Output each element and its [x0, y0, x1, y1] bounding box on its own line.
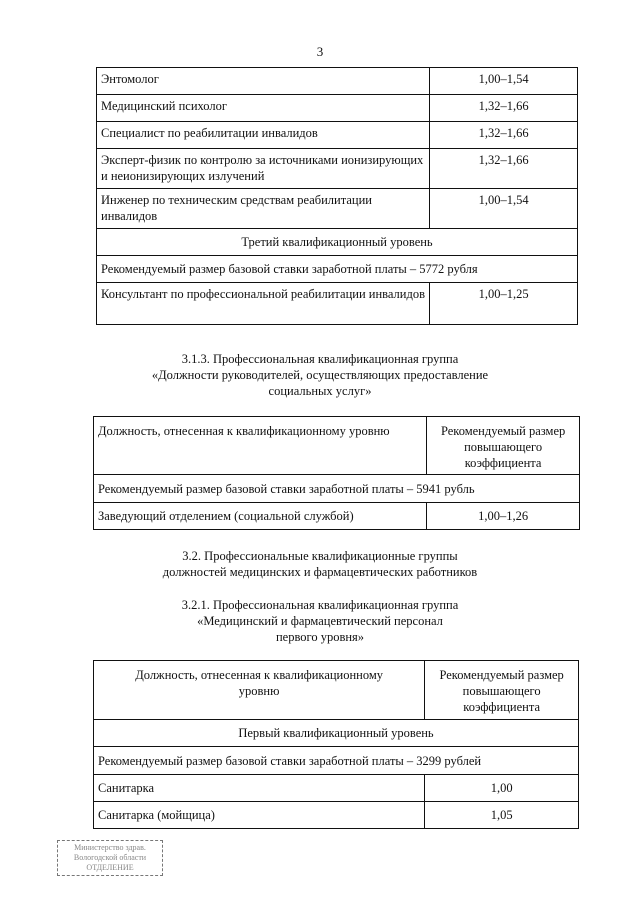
heading-line: первого уровня» [275, 630, 365, 644]
table-row [97, 122, 578, 149]
table-row [97, 256, 578, 283]
stamp-line: Вологодской области [73, 853, 147, 862]
coefficient-cell: 1,00–1,25 [430, 283, 578, 325]
qualification-level-heading: Третий квалификационный уровень [97, 229, 578, 256]
coefficient-cell: 1,32–1,66 [430, 122, 578, 149]
table-row [94, 475, 580, 503]
stamp-line: Министерство здрав. [74, 843, 146, 852]
page-number: 3 [316, 44, 324, 59]
heading-line: «Медицинский и фармацевтический персонал [197, 614, 443, 628]
table-header-row [94, 417, 580, 475]
coefficient-cell: 1,05 [425, 802, 579, 829]
base-rate-row: Рекомендуемый размер базовой ставки заработной платы – 3299 рублей [94, 747, 579, 775]
table-row [94, 503, 580, 530]
position-cell: Заведующий отделением (социальной службой) [94, 503, 427, 530]
stamp-line: ОТДЕЛЕНИЕ [86, 863, 134, 872]
coefficient-cell: 1,00–1,26 [427, 503, 580, 530]
coefficient-cell: 1,32–1,66 [430, 149, 578, 189]
table-medical-staff [93, 660, 579, 829]
base-rate-row: Рекомендуемый размер базовой ставки заработной платы – 5941 рубль [94, 475, 580, 503]
section-heading-3-2 [0, 548, 640, 580]
base-rate-row: Рекомендуемый размер базовой ставки заработной платы – 5772 рубля [97, 256, 578, 283]
header-position: Должность, отнесенная к квалификационному уровню [94, 661, 425, 720]
heading-line: «Должности руководителей, осуществляющих предоставление [151, 368, 489, 382]
heading-line: 3.2.1. Профессиональная квалификационная группа [181, 598, 459, 612]
table-row [94, 802, 579, 829]
registration-stamp [57, 840, 163, 876]
table-header-row [94, 661, 579, 720]
header-position: Должность, отнесенная к квалификационному уровню [94, 417, 427, 475]
position-cell: Консультант по профессиональной реабилитации инвалидов [97, 283, 430, 325]
table-row [94, 720, 579, 747]
coefficient-cell: 1,00 [425, 775, 579, 802]
position-cell: Энтомолог [97, 68, 430, 95]
position-cell: Санитарка (мойщица) [94, 802, 425, 829]
heading-line: 3.1.3. Профессиональная квалификационная группа [181, 352, 459, 366]
table-managers [93, 416, 580, 530]
section-heading-3-2-1 [0, 597, 640, 645]
table-row [97, 229, 578, 256]
heading-line: социальных услуг» [268, 384, 372, 398]
header-coefficient: Рекомендуемый размер повышающего коэффициента [425, 661, 579, 720]
coefficient-cell: 1,00–1,54 [430, 189, 578, 229]
heading-line: должностей медицинских и фармацевтических работников [162, 565, 478, 579]
qualification-level-heading: Первый квалификационный уровень [94, 720, 579, 747]
table-row [97, 149, 578, 189]
position-cell: Специалист по реабилитации инвалидов [97, 122, 430, 149]
coefficient-cell: 1,00–1,54 [430, 68, 578, 95]
section-heading-3-1-3 [0, 351, 640, 399]
position-cell: Санитарка [94, 775, 425, 802]
table-row [97, 68, 578, 95]
table-row [97, 95, 578, 122]
position-cell: Инженер по техническим средствам реабилитации инвалидов [97, 189, 430, 229]
table-row [97, 189, 578, 229]
table-positions-continued [96, 67, 578, 325]
position-cell: Медицинский психолог [97, 95, 430, 122]
table-row [94, 747, 579, 775]
table-row [97, 283, 578, 325]
coefficient-cell: 1,32–1,66 [430, 95, 578, 122]
table-row [94, 775, 579, 802]
heading-line: 3.2. Профессиональные квалификационные группы [182, 549, 458, 563]
header-coefficient: Рекомендуемый размер повышающего коэффициента [427, 417, 580, 475]
position-cell: Эксперт-физик по контролю за источниками ионизирующих и неионизирующих излучений [97, 149, 430, 189]
